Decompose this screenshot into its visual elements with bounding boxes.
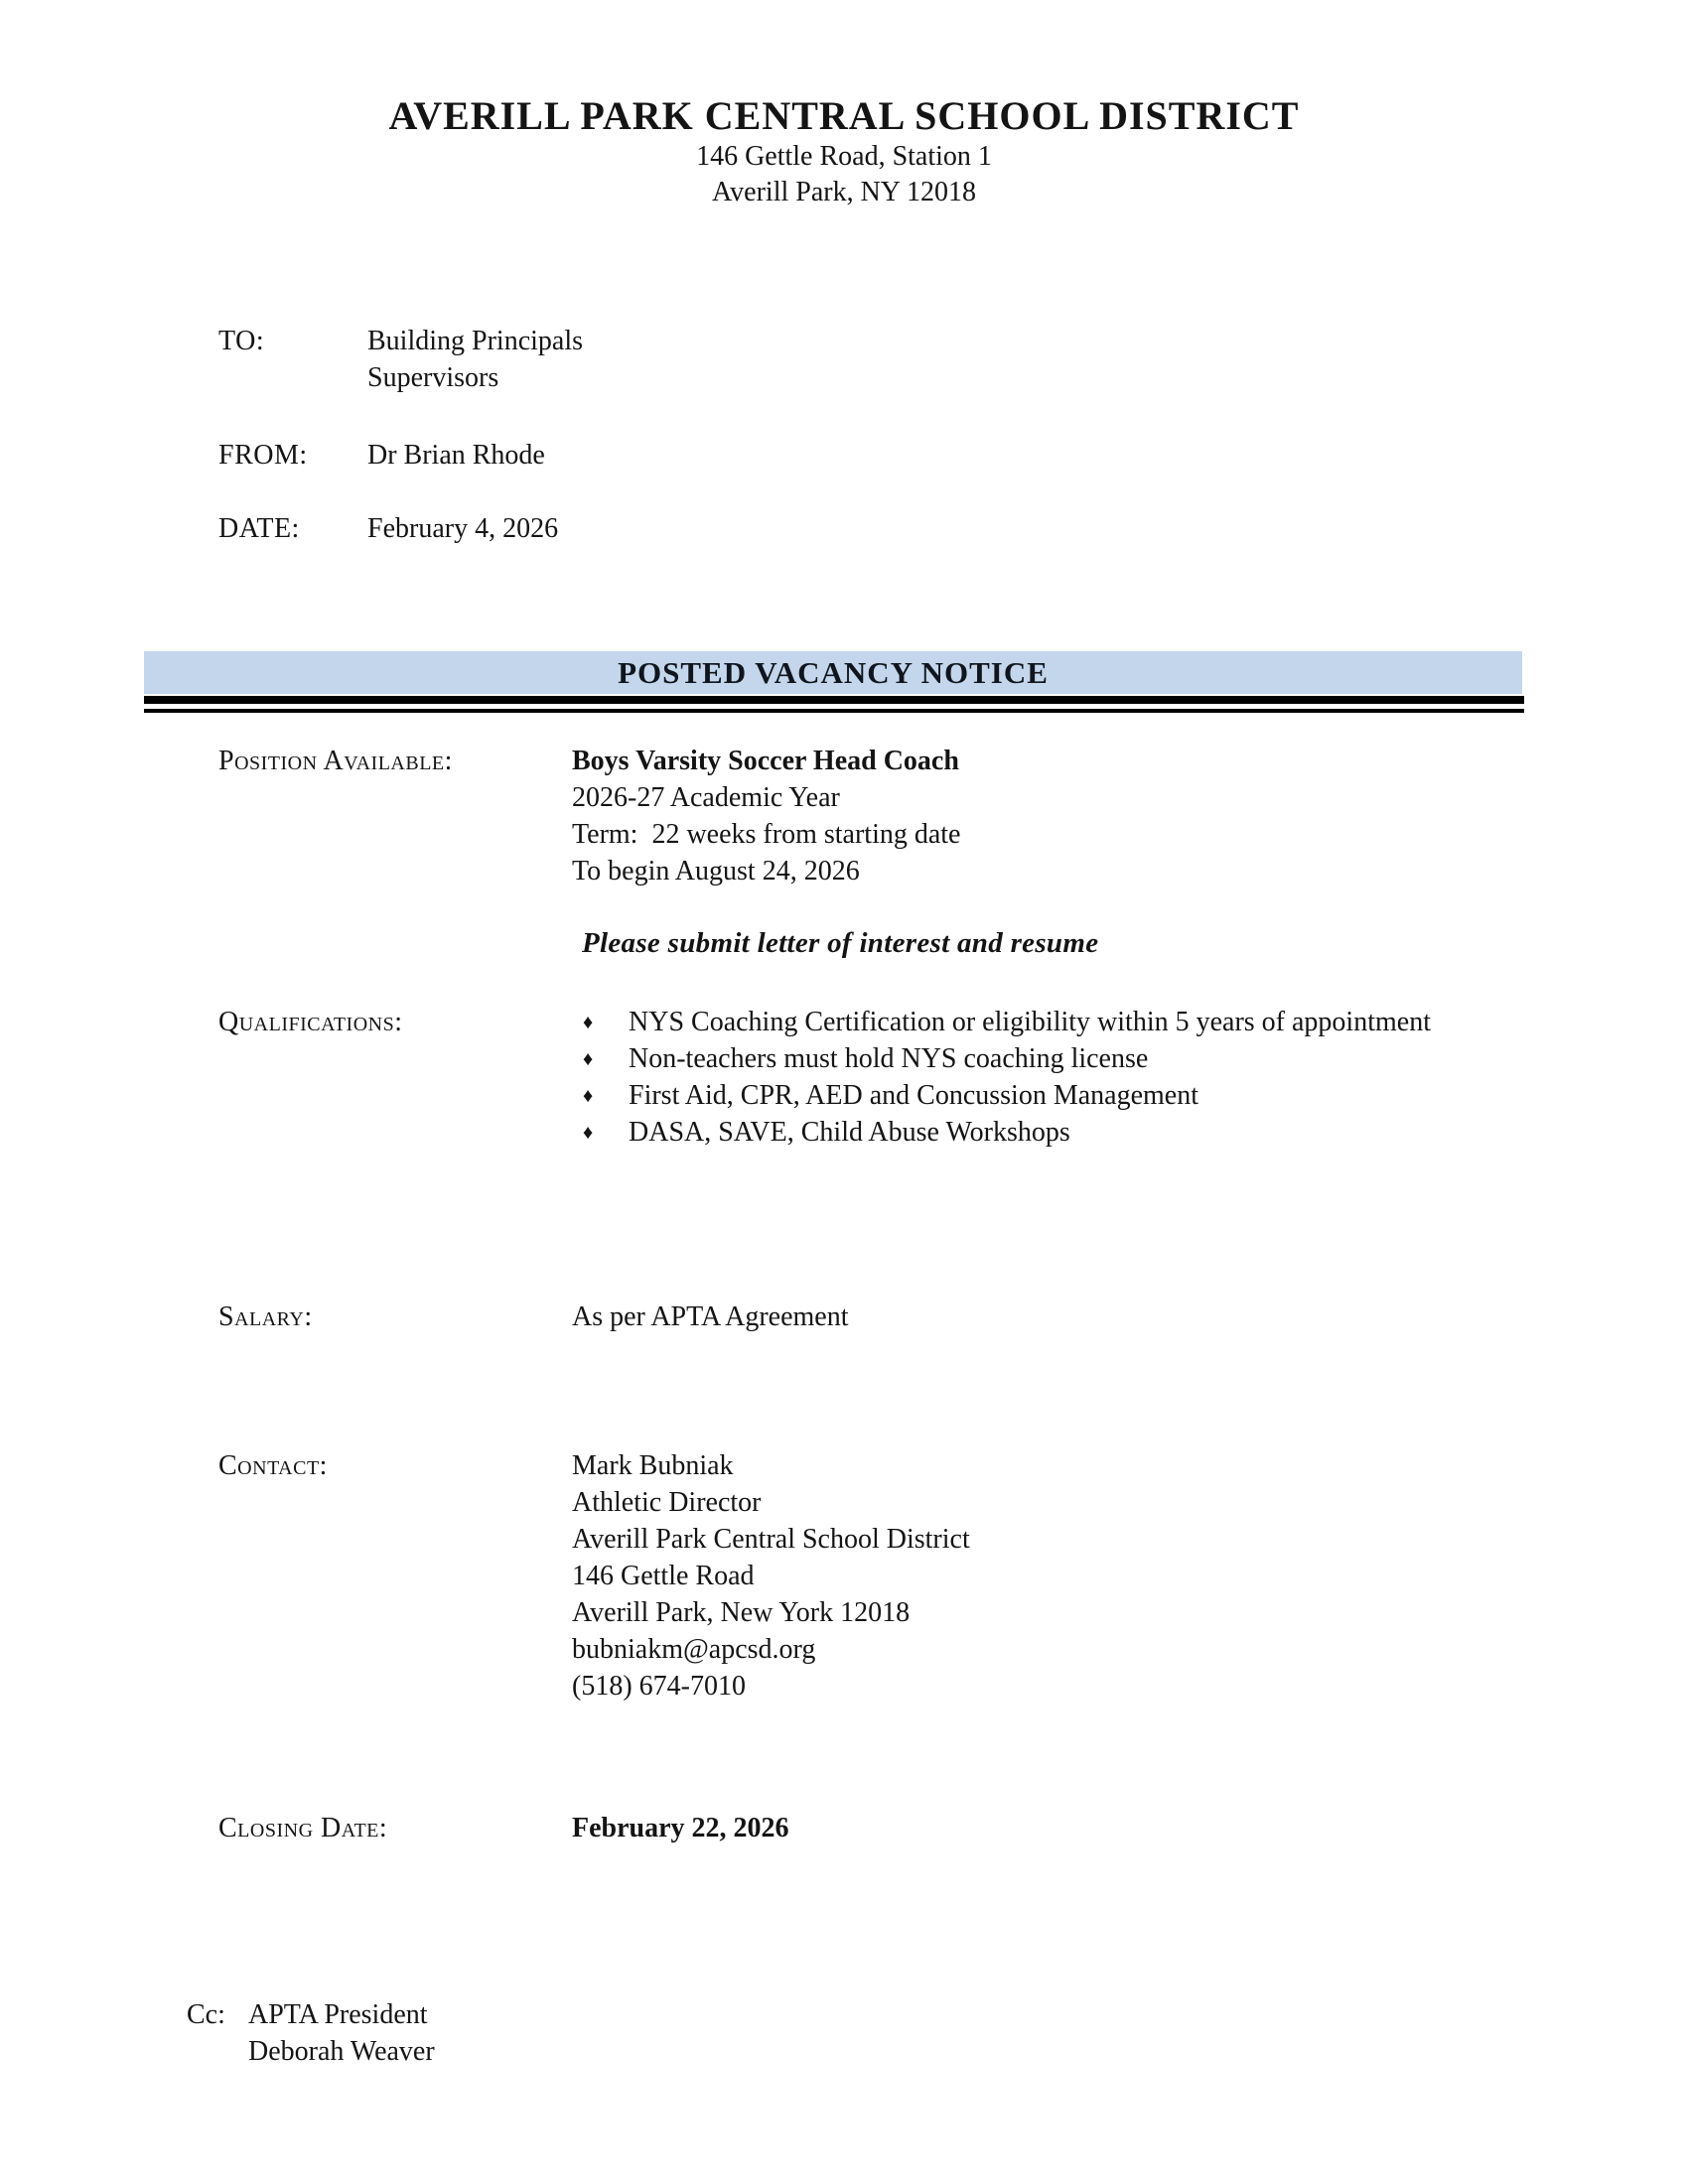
contact-name: Mark Bubniak	[572, 1450, 734, 1481]
date-label: DATE:	[218, 513, 300, 544]
contact-street: 146 Gettle Road	[572, 1561, 755, 1591]
contact-phone: (518) 674-7010	[572, 1671, 746, 1702]
position-line: To begin August 24, 2026	[572, 856, 860, 887]
diamond-bullet-icon: ♦	[583, 1085, 594, 1107]
cc-label: Cc:	[187, 1999, 225, 2030]
qualification-item	[581, 1040, 1435, 1077]
position-line: 2026-27 Academic Year	[572, 782, 840, 813]
date-value: February 4, 2026	[367, 513, 559, 544]
contact-title: Athletic Director	[572, 1487, 762, 1518]
contact-details	[572, 1447, 970, 1705]
banner-title: POSTED VACANCY NOTICE	[618, 654, 1049, 690]
contact-org: Averill Park Central School District	[572, 1524, 970, 1555]
qualification-text: NYS Coaching Certification or eligibility within 5 years of appointment	[629, 1007, 1431, 1037]
from-value: Dr Brian Rhode	[367, 440, 545, 471]
banner-rule-thin	[144, 709, 1524, 713]
position-details	[572, 743, 960, 889]
letterhead	[0, 93, 1688, 210]
to-line: Supervisors	[367, 362, 499, 393]
closing-date-value: February 22, 2026	[572, 1813, 789, 1843]
district-name: AVERILL PARK CENTRAL SCHOOL DISTRICT	[388, 93, 1300, 138]
cc-line: APTA President	[248, 1999, 428, 2030]
position-available-label: Position Available:	[218, 746, 453, 776]
diamond-bullet-icon: ♦	[583, 1012, 594, 1033]
position-line: Term: 22 weeks from starting date	[572, 819, 961, 850]
qualification-item	[581, 1114, 1435, 1151]
vacancy-banner	[144, 651, 1522, 694]
banner-rule-thick	[144, 696, 1524, 704]
to-label: TO:	[218, 326, 265, 356]
contact-email: bubniakm@apcsd.org	[572, 1634, 816, 1665]
to-value	[367, 323, 583, 396]
closing-date-label: Closing Date:	[218, 1813, 388, 1843]
cc-recipients	[248, 1996, 435, 2070]
qualification-text: DASA, SAVE, Child Abuse Workshops	[629, 1117, 1070, 1148]
diamond-bullet-icon: ♦	[583, 1048, 594, 1070]
qualifications-list	[581, 1004, 1435, 1151]
qualifications-label: Qualifications:	[218, 1007, 403, 1037]
diamond-bullet-icon: ♦	[583, 1122, 594, 1144]
salary-label: Salary:	[218, 1301, 313, 1332]
qualification-text: First Aid, CPR, AED and Concussion Management	[629, 1080, 1198, 1111]
salary-value: As per APTA Agreement	[572, 1301, 849, 1332]
qualification-item	[581, 1077, 1435, 1114]
cc-line: Deborah Weaver	[248, 2036, 435, 2067]
position-title: Boys Varsity Soccer Head Coach	[572, 746, 959, 776]
qualification-item	[581, 1004, 1435, 1040]
address-line-1: 146 Gettle Road, Station 1	[696, 141, 992, 172]
from-label: FROM:	[218, 440, 308, 471]
contact-label: Contact:	[218, 1450, 328, 1481]
address-line-2: Averill Park, NY 12018	[712, 177, 976, 207]
qualification-text: Non-teachers must hold NYS coaching license	[629, 1043, 1149, 1074]
submit-instruction: Please submit letter of interest and resume	[582, 927, 1099, 959]
contact-city: Averill Park, New York 12018	[572, 1597, 911, 1628]
to-line: Building Principals	[367, 326, 583, 356]
